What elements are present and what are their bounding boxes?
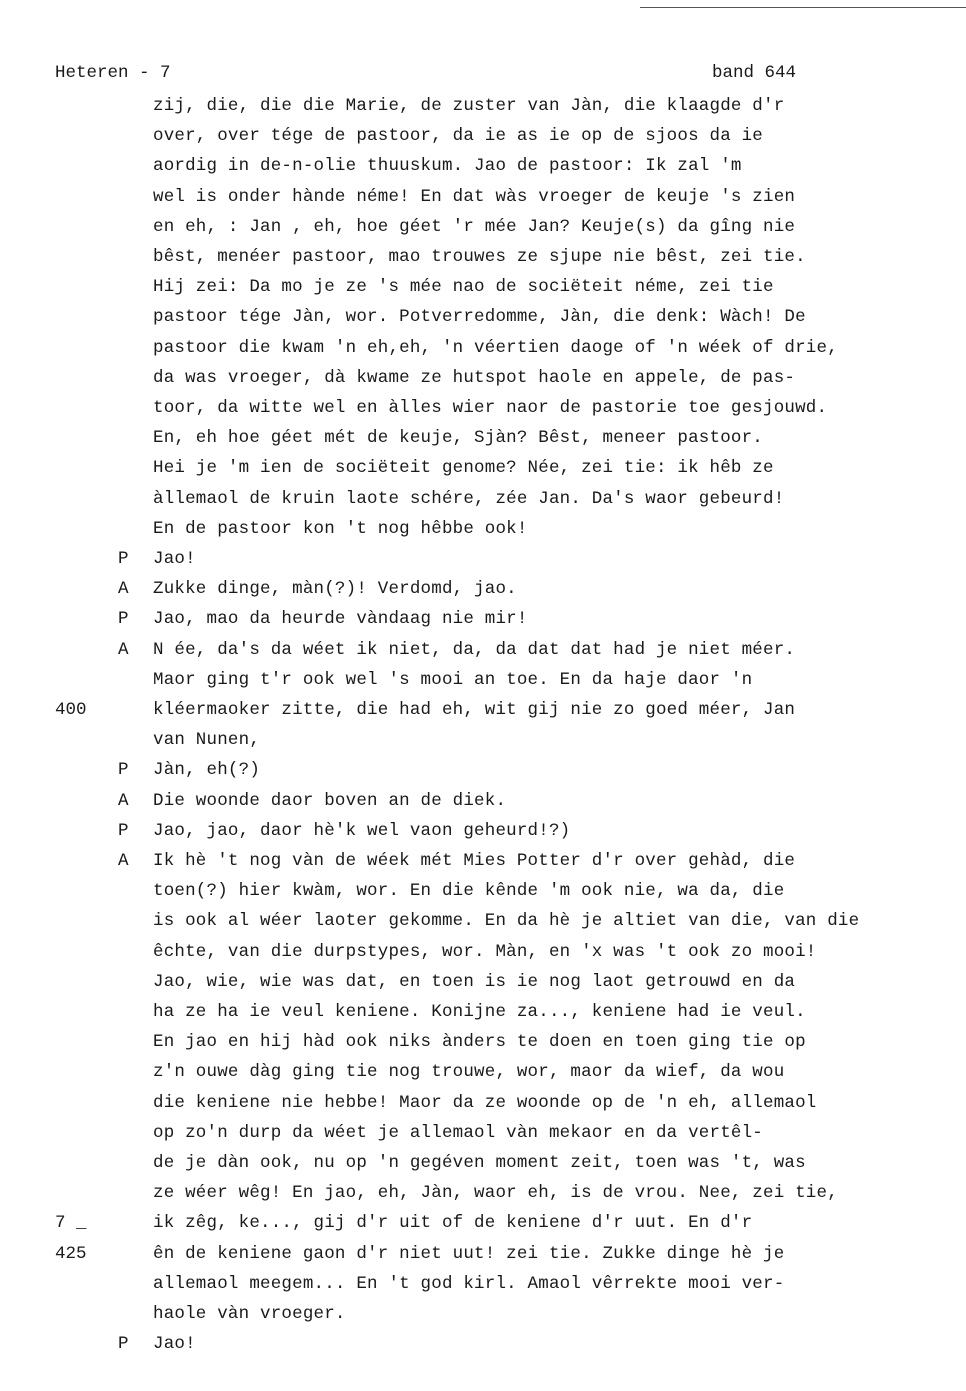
transcript-line: Die woonde daor boven an de diek. [153,791,507,811]
margin-line-number: 425 [55,1244,87,1264]
speaker-label: P [118,609,129,629]
transcript-line: ha ze ha ie veul keniene. Konijne za..., keniene had ie veul. [153,1002,806,1022]
transcript-line: zij, die, die die Marie, de zuster van Jàn, die klaagde d'r [153,96,785,116]
transcript-line: is ook al wéer laoter gekomme. En da hè je altiet van die, van die [153,911,860,931]
speaker-label: A [118,640,129,660]
margin-line-number: 7 _ [55,1213,87,1233]
transcript-line: Maor ging t'r ook wel 's mooi an toe. En da haje daor 'n [153,670,753,690]
transcript-line: ên de keniene gaon d'r niet uut! zei tie. Zukke dinge hè je [153,1244,785,1264]
transcript-line: En jao en hij hàd ook niks ànders te doen en toen ging tie op [153,1032,806,1052]
transcript-line: Jàn, eh(?) [153,760,261,780]
transcript-line: aordig in de-n-olie thuuskum. Jao de pastoor: Ik zal 'm [153,156,742,176]
transcript-line: z'n ouwe dàg ging tie nog trouwe, wor, maor da wief, da wou [153,1062,785,1082]
transcript-line: Jao! [153,1334,196,1354]
transcript-line: over, over tége de pastoor, da ie as ie op de sjoos da ie [153,126,763,146]
transcript-line: Hei je 'm ien de sociëteit genome? Née, zei tie: ik hêb ze [153,458,774,478]
transcript-line: Ik hè 't nog vàn de wéek mét Mies Potter d'r over gehàd, die [153,851,796,871]
transcript-line: pastoor tége Jàn, wor. Potverredomme, Jàn, die denk: Wàch! De [153,307,806,327]
transcript-line: Jao, jao, daor hè'k wel vaon geheurd!?) [153,821,571,841]
page-header-tape: band 644 [712,63,797,83]
transcript-line: êchte, van die durpstypes, wor. Màn, en 'x was 't ook zo mooi! [153,942,817,962]
speaker-label: A [118,791,129,811]
transcript-line: ze wéer wêg! En jao, eh, Jàn, waor eh, is de vrou. Nee, zei tie, [153,1183,838,1203]
transcript-line: en eh, : Jan , eh, hoe géet 'r mée Jan? Keuje(s) da gîng nie [153,217,796,237]
transcript-line: Jao, mao da heurde vàndaag nie mir! [153,609,528,629]
transcript-line: wel is onder hànde néme! En dat wàs vroeger de keuje 's zien [153,187,796,207]
transcript-line: En de pastoor kon 't nog hêbbe ook! [153,519,528,539]
speaker-label: P [118,1334,129,1354]
speaker-label: A [118,579,129,599]
transcript-line: allemaol meegem... En 't god kirl. Amaol vêrrekte mooi ver- [153,1274,785,1294]
transcript-line: N ée, da's da wéet ik niet, da, da dat dat had je niet méer. [153,640,796,660]
transcript-line: da was vroeger, dà kwame ze hutspot haole en appele, de pas- [153,368,796,388]
transcript-line: bêst, menéer pastoor, mao trouwes ze sjupe nie bêst, zei tie. [153,247,806,267]
transcript-line: ik zêg, ke..., gij d'r uit of de keniene d'r uut. En d'r [153,1213,753,1233]
transcript-line: Jao! [153,549,196,569]
transcript-line: Zukke dinge, màn(?)! Verdomd, jao. [153,579,517,599]
transcript-line: toen(?) hier kwàm, wor. En die kênde 'm ook nie, wa da, die [153,881,785,901]
margin-line-number: 400 [55,700,87,720]
transcript-line: àllemaol de kruin laote schére, zée Jan. Da's waor gebeurd! [153,489,785,509]
transcript-line: Hij zei: Da mo je ze 's mée nao de sociëteit néme, zei tie [153,277,774,297]
speaker-label: P [118,821,129,841]
transcript-line: de je dàn ook, nu op 'n gegéven moment zeit, toen was 't, was [153,1153,806,1173]
transcript-line: pastoor die kwam 'n eh,eh, 'n véertien daoge of 'n wéek of drie, [153,338,838,358]
transcript-line: En, eh hoe géet mét de keuje, Sjàn? Bêst, meneer pastoor. [153,428,763,448]
speaker-label: P [118,760,129,780]
speaker-label: A [118,851,129,871]
transcript-line: kléermaoker zitte, die had eh, wit gij nie zo goed méer, Jan [153,700,796,720]
transcript-line: haole vàn vroeger. [153,1304,346,1324]
transcript-line: op zo'n durp da wéet je allemaol vàn mekaor en da vertêl- [153,1123,763,1143]
transcript-line: toor, da witte wel en àlles wier naor de pastorie toe gesjouwd. [153,398,828,418]
speaker-label: P [118,549,129,569]
top-rule [640,7,966,8]
transcript-line: die keniene nie hebbe! Maor da ze woonde op de 'n eh, allemaol [153,1093,817,1113]
transcript-line: Jao, wie, wie was dat, en toen is ie nog laot getrouwd en da [153,972,796,992]
page-header-location: Heteren - 7 [55,63,171,83]
transcript-line: van Nunen, [153,730,261,750]
